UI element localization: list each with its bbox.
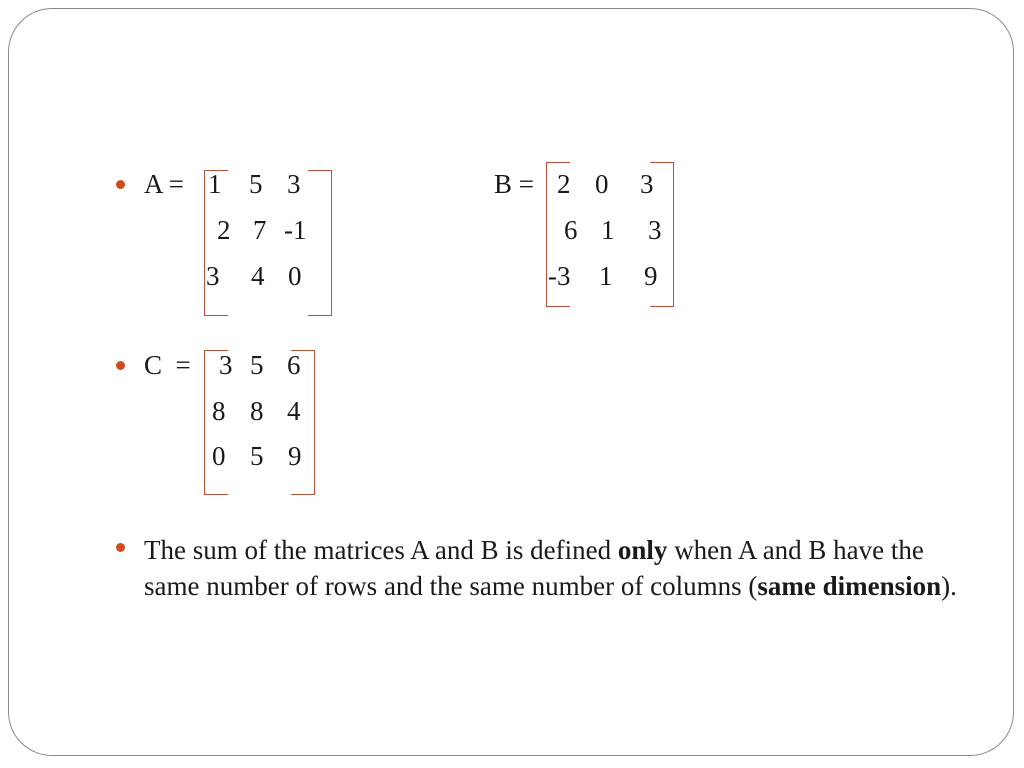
emphasis-same-dimension: same dimension [757,571,942,601]
matrix-b-cell: 2 [557,169,571,199]
matrix-a-cell: -1 [284,215,307,245]
matrix-a-label: A = [144,169,184,199]
matrix-a-cell: 1 [208,169,222,199]
bullet-dot [116,361,125,370]
matrix-b-cell: -3 [548,261,571,291]
text-segment: ). [941,571,957,601]
matrix-c-cell: 5 [250,350,264,380]
matrix-a-right-bracket [308,170,332,316]
sum-definition-text [144,532,964,604]
matrix-a-cell: 5 [249,169,263,199]
matrix-c-cell: 6 [287,350,301,380]
matrix-b-cell: 0 [595,169,609,199]
matrix-c-cell: 3 [219,350,233,380]
matrix-a-cell: 0 [288,261,302,291]
matrix-a-cell: 2 [217,215,231,245]
text-segment: when A and B have the same number of rows and the same number of columns ( [144,535,924,601]
matrix-a-cell: 7 [253,215,267,245]
bullet-dot [116,180,125,189]
matrix-b-cell: 3 [640,169,654,199]
matrix-b-cell: 1 [599,261,613,291]
matrix-b-label: B = [494,169,534,199]
matrix-c-cell: 8 [250,396,264,426]
matrix-c-cell: 5 [250,441,264,471]
matrix-c-cell: 0 [212,441,226,471]
matrix-c-cell: 4 [287,396,301,426]
matrix-b-cell: 3 [648,215,662,245]
text-segment: The sum of the matrices A and B is defined [144,535,618,565]
matrix-a-cell: 4 [251,261,265,291]
matrix-a-cell: 3 [287,169,301,199]
bullet-dot [116,543,125,552]
matrix-b-cell: 1 [601,215,615,245]
matrix-b-cell: 6 [564,215,578,245]
matrix-c-cell: 9 [288,441,302,471]
matrix-c-cell: 8 [212,396,226,426]
slide-frame [8,8,1014,756]
emphasis-only: only [617,535,668,565]
matrix-c-label: C = [144,350,191,380]
matrix-a-cell: 3 [206,261,220,291]
matrix-b-cell: 9 [644,261,658,291]
